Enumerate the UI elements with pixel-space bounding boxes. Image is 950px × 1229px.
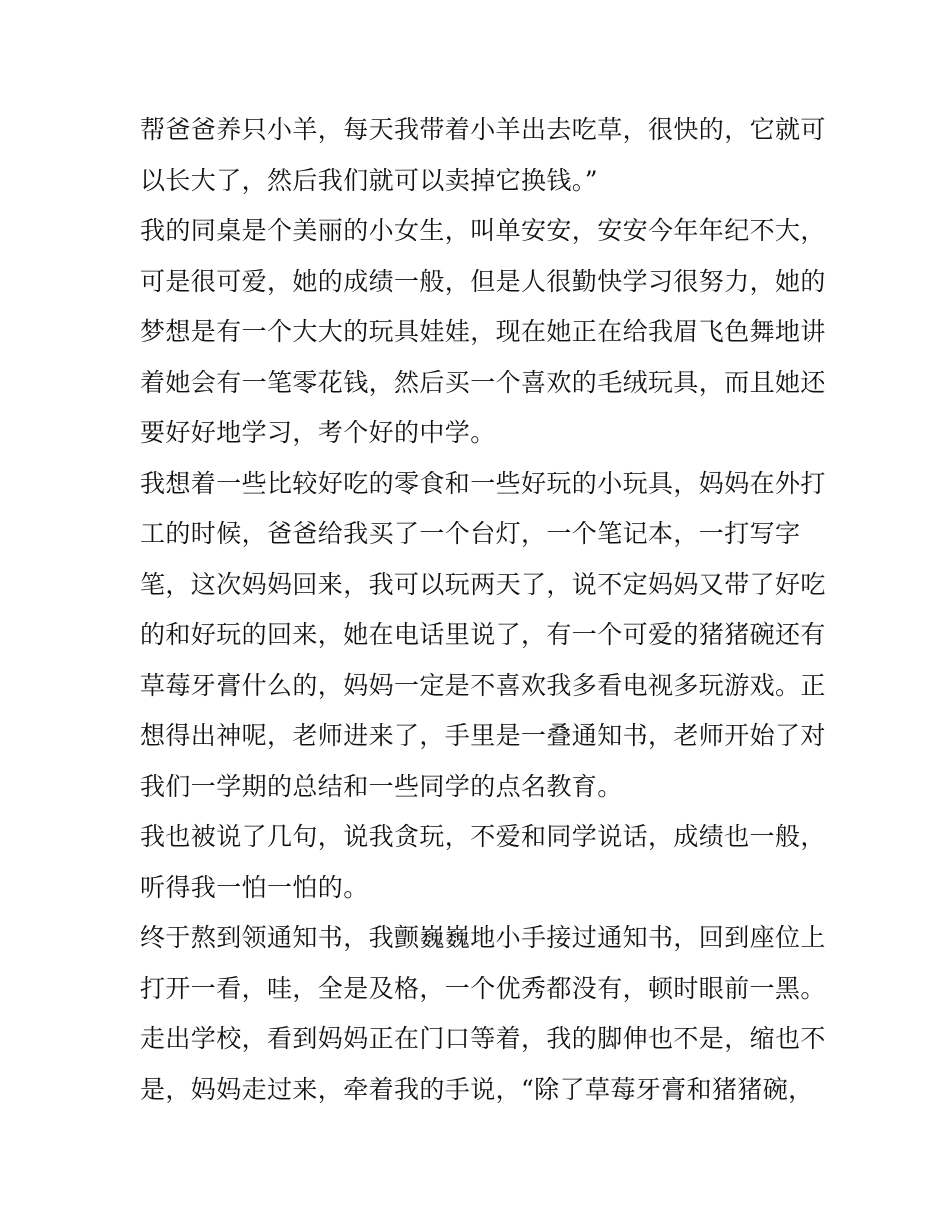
text-line: 我们一学期的总结和一些同学的点名教育。: [140, 771, 623, 801]
text-line: 终于熬到领通知书，我颤巍巍地小手接过通知书，回到座位上: [140, 923, 826, 952]
text-line: 我想着一些比较好吃的零食和一些好玩的小玩具，妈妈在外打: [140, 468, 826, 498]
text-line: 我的同桌是个美丽的小女生，叫单安安，安安今年年纪不大，: [140, 216, 826, 245]
text-line: 走出学校，看到妈妈正在门口等着，我的脚伸也不是，缩也不: [140, 1024, 826, 1053]
text-line: 草莓牙膏什么的，妈妈一定是不喜欢我多看电视多玩游戏。正: [140, 670, 826, 700]
text-line: 工的时候，爸爸给我买了一个台灯，一个笔记本，一打写字: [140, 519, 801, 548]
text-line: 梦想是有一个大大的玩具娃娃，现在她正在给我眉飞色舞地讲: [140, 317, 826, 346]
text-line: 可是很可爱，她的成绩一般，但是人很勤快学习很努力，她的: [140, 266, 826, 296]
text-line: 着她会有一笔零花钱，然后买一个喜欢的毛绒玩具，而且她还: [140, 367, 826, 397]
text-line: 听得我一怕一怕的。: [140, 872, 369, 902]
text-line: 想得出神呢，老师进来了，手里是一叠通知书，老师开始了对: [140, 721, 826, 750]
text-line: 笔，这次妈妈回来，我可以玩两天了，说不定妈妈又带了好吃: [140, 569, 826, 599]
text-line: 我也被说了几句，说我贪玩，不爱和同学说话，成绩也一般，: [140, 822, 826, 851]
document-body: [140, 105, 830, 1115]
text-line: 以长大了，然后我们就可以卖掉它换钱。”: [140, 165, 598, 195]
text-line: 的和好玩的回来，她在电话里说了，有一个可爱的猪猪碗还有: [140, 620, 826, 649]
text-line: 打开一看，哇，全是及格，一个优秀都没有，顿时眼前一黑。: [140, 973, 826, 1003]
text-line: 帮爸爸养只小羊，每天我带着小羊出去吃草，很快的，它就可: [140, 115, 826, 144]
text-line: 要好好地学习，考个好的中学。: [140, 418, 496, 447]
text-line: 是，妈妈走过来，牵着我的手说，“除了草莓牙膏和猪猪碗，: [140, 1074, 814, 1104]
